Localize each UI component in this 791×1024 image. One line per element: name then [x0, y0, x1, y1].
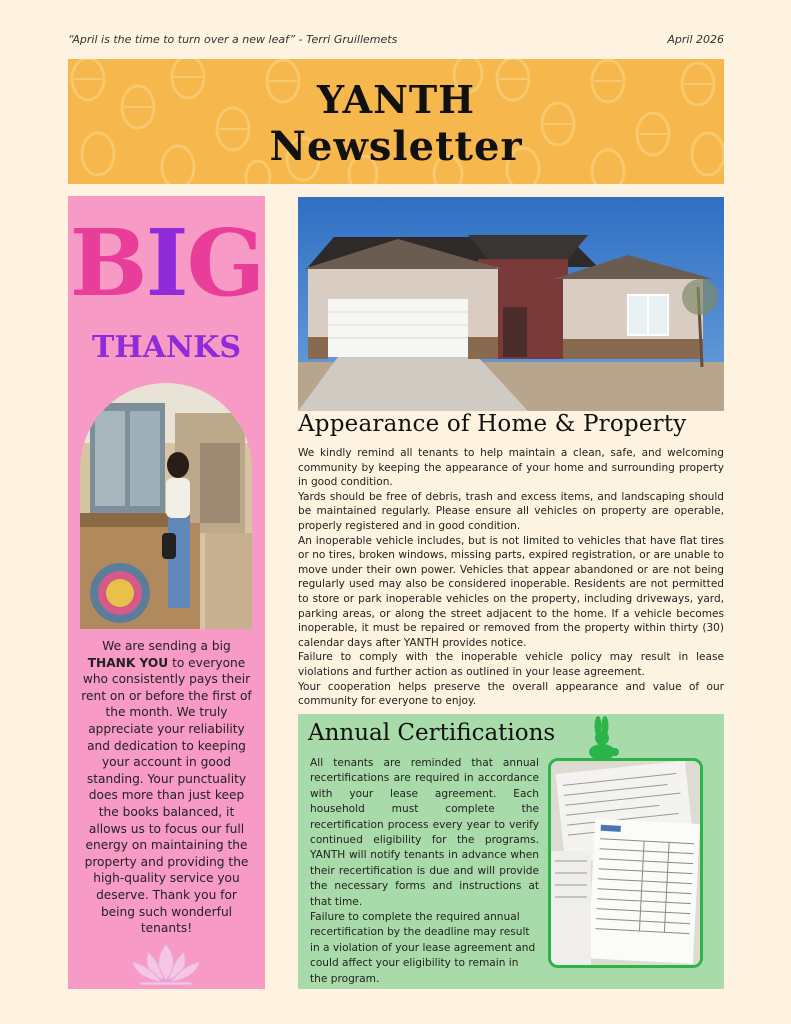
- message-intro: We are sending a big: [102, 639, 231, 653]
- appearance-paragraph: Yards should be free of debris, trash and excess items, and landscaping should be maintained regularly. Please ensure all vehicles on property are operable, properly registered and in good condition.: [298, 490, 724, 532]
- certification-forms-photo: [548, 758, 703, 968]
- appearance-title: Appearance of Home & Property: [298, 411, 687, 437]
- certifications-body: [310, 756, 539, 987]
- house-photo: [298, 197, 724, 411]
- appearance-paragraph: We kindly remind all tenants to help maintain a clean, safe, and welcoming community by keeping the appearance of your home and surrounding property in good condition.: [298, 447, 724, 489]
- masthead-title-line2: Newsletter: [269, 123, 523, 170]
- annual-certifications-section: [298, 714, 724, 989]
- big-letter-g: G: [186, 209, 264, 317]
- lotus-icon: [126, 940, 206, 986]
- thanks-heading: THANKS: [91, 330, 242, 365]
- big-letter-i: I: [145, 209, 187, 317]
- appearance-body: [298, 446, 724, 709]
- appearance-paragraph: An inoperable vehicle includes, but is not limited to vehicles that have flat tires or no tires, broken windows, missing parts, expired registration, or are unable to move under their own power. Vehicles that appear abandoned or are not being regularly used may also be considered inoperable. Residents are not permitted to store or park inoperable vehicles on the property, including driveways, yard, parking areas, or along the street adjacent to the home. If a vehicle becomes inoperable, it must be repaired or removed from the property within thirty (30) calendar days after YANTH provides notice.: [298, 534, 724, 649]
- issue-date: April 2026: [667, 33, 724, 46]
- top-line: [68, 33, 724, 49]
- certifications-title: Annual Certifications: [308, 720, 556, 746]
- bunny-icon: [584, 716, 620, 760]
- appearance-paragraph: Your cooperation helps preserve the overall appearance and value of our community for everyone to enjoy.: [298, 680, 724, 708]
- thank-you-message: [80, 638, 253, 937]
- appearance-paragraph: Failure to comply with the inoperable vehicle policy may result in lease violations and further action as outlined in your lease agreement.: [298, 651, 724, 678]
- message-bold: THANK YOU: [87, 655, 169, 670]
- masthead-title-line1: YANTH: [316, 77, 476, 122]
- message-body: to everyone who consistently pays their rent on or before the first of the month. We truly appreciate your reliability and dedication to keeping your account in good standing. Your punctuality does more than just keep the books balanced, it allows us to focus our full energy on maintaining the property and providing the high-quality service you deserve. Thank you for being such wonderful tenants!: [81, 655, 252, 936]
- big-heading: [68, 209, 265, 317]
- masthead: [68, 59, 724, 184]
- office-photo: [80, 383, 252, 629]
- big-letter-b: B: [69, 209, 146, 317]
- certifications-paragraph: All tenants are reminded that annual recertifications are required in accordance with your lease agreement. Each household must complete the recertification process every year to verify continued eligibility for the programs. YANTH will notify tenants in advance when their recertification is due and will provide the necessary forms and instructions at that time.: [310, 757, 539, 908]
- big-thanks-sidebar: [68, 196, 265, 989]
- certifications-paragraph: Failure to complete the required annual recertification by the deadline may result in a violation of your lease agreement and could affect your eligibility to remain in the program.: [310, 911, 536, 985]
- header-quote: “April is the time to turn over a new leaf” - Terri Gruillemets: [68, 33, 398, 46]
